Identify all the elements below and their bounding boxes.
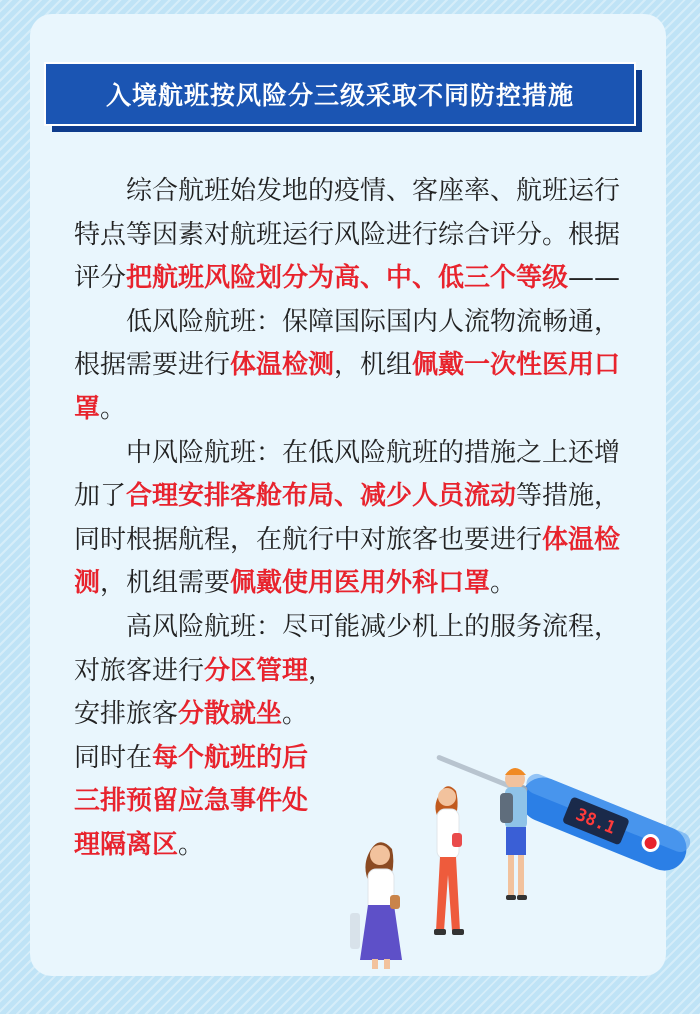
traveler-woman-middle xyxy=(434,786,464,935)
highlighted-text: 分区管理 xyxy=(204,655,309,686)
body-text: 中风险航班：在低风险航班的措施之上还增加了 xyxy=(74,437,621,512)
body-text: 安排旅客 xyxy=(74,699,179,730)
body-text: 等措施，同时根据航程，在航行中对旅客也要进行 xyxy=(74,481,621,555)
body-text: 同时在 xyxy=(74,742,153,773)
thermometer-icon xyxy=(431,745,693,877)
paragraph-2 xyxy=(74,301,640,432)
highlighted-text: 把航班风险划分为高、中、低三个等级 xyxy=(126,263,569,294)
body-text: 高风险航班：尽可能减少机上的服务流程，对旅客进行 xyxy=(74,611,621,686)
highlighted-text: 理隔离区 xyxy=(74,829,179,860)
traveler-backpack xyxy=(500,768,527,900)
highlighted-text: 三排预留应急事件处 xyxy=(74,786,309,817)
traveler-woman-front xyxy=(350,842,402,969)
highlighted-text: 佩戴使用医用外科口罩 xyxy=(230,568,491,599)
body-text: ， xyxy=(308,655,335,686)
paragraph-3 xyxy=(74,432,640,606)
thermometer-display: 38.1 xyxy=(572,804,619,839)
body-text: 。 xyxy=(100,393,127,424)
body-text: 。 xyxy=(178,829,205,860)
body-text: 综合航班始发地的疫情、客座率、航班运行特点等因素对航班运行风险进行综合评分。根据评分 xyxy=(74,176,621,294)
travelers-illustration xyxy=(340,745,700,975)
body-text: ，机组 xyxy=(334,350,413,381)
paragraph-1 xyxy=(74,170,640,301)
body-text: 。 xyxy=(282,699,309,730)
body-text: 。 xyxy=(490,568,517,599)
body-text: 低风险航班：保障国际国内人流物流畅通，根据需要进行 xyxy=(74,306,621,381)
highlighted-text: 佩戴一次性医用口罩 xyxy=(74,350,621,424)
highlighted-text: 体温检测 xyxy=(230,350,335,381)
highlighted-text: 合理安排客舱布局、减少人员流动 xyxy=(126,481,517,512)
body-text: —— xyxy=(568,263,621,294)
highlighted-text: 分散就坐 xyxy=(178,699,283,730)
paragraph-5 xyxy=(74,693,640,737)
paragraph-4 xyxy=(74,606,640,693)
title-banner xyxy=(44,62,654,136)
body-text: ，机组需要 xyxy=(100,568,231,599)
highlighted-text: 每个航班的后 xyxy=(152,742,309,773)
title-box xyxy=(44,62,636,126)
highlighted-text: 体温检测 xyxy=(74,524,621,599)
page-title: 入境航班按风险分三级采取不同防控措施 xyxy=(105,81,574,110)
